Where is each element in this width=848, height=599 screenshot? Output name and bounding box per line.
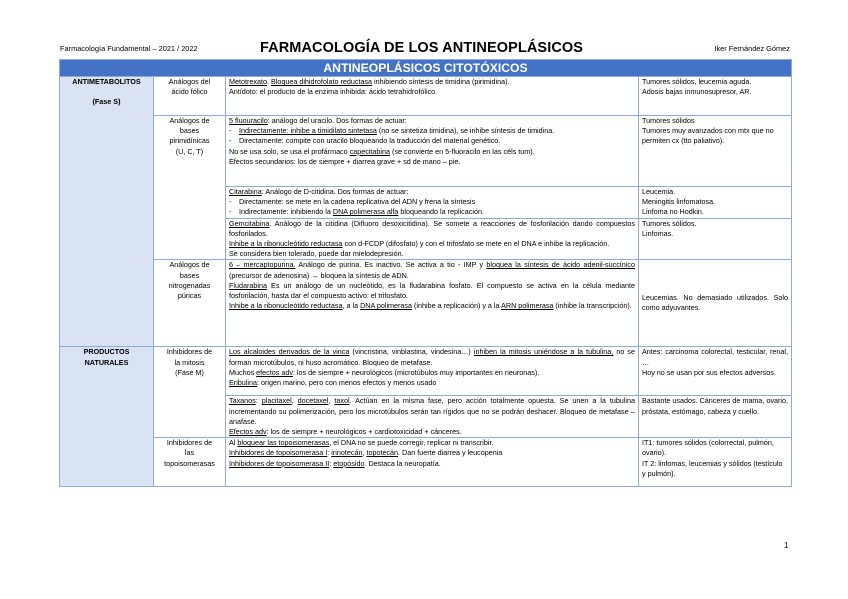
indication-cell: Tumores sólidos. Linfomas. [639,218,792,260]
description-cell: Metotrexato. Bloquea dihidrofolato reductasa inhibiendo síntesis de timidina (pirimidina). Antídoto: el producto de la enzima inhibida: ácido tetrahidrofólico. [226,77,639,116]
author-label: Iker Fernández Gómez [714,44,790,53]
category-antimetabolitos [60,77,154,347]
page-number: 1 [784,541,789,550]
description-cell: Los alcaloides derivados de la vinca (vincristina, vinblastina, vindesina…) inhiben la mitosis uniéndose a la tubulina, no se forman microtúbulos, ni huso acromático. Bloqueo de metafase. Muchos efectos adv: los de siempre + neurológicos (microtúbulos muy importantes en neuronas). Eribulina: origen marino, pero con menos efectos y menos usado [226,347,639,396]
category-name: ANTIMETABOLITOS [72,77,141,86]
indication-cell: Leucemias. No demasiado utilizados. Solo como adyuvantes. [639,260,792,347]
description-cell: Al bloquear las topoisomerasas, el DNA no se puede corregir, replicar ni transcribir. Inhibidores de topoisomerasa I: irinotecán, topotecán. Dan fuerte diarrea y leucopenia Inhibidores de topoisomerasa II: etopósido. Destaca la neuropatía. [226,438,639,487]
subgroup-pirimidinas: Análogos de bases pirimidínicas (U, C, T) [154,116,226,260]
description-cell: Citarabina: Análogo de D-citidina. Dos formas de actuar: - Directamente: se mete en la cadena replicativa del ADN y frena la síntesis - Indirectamente: inhibiendo la DNA polimerasa alfa bloqueando la replicación. [226,187,639,219]
description-cell: 5 fluouracilo: análogo del uracilo. Dos formas de actuar: - Indirectamente: inhibe a timidilato sintetasa (no se sintetiza timidina), se inhibe síntesis de timidina. - Directamente: compite con uracilo bloqueando la traducción del material genético. No se usa solo, se usa el profármaco capecitabina (se convierte en 5-fluoracilo en las céls tum). Efectos secundarios: los de siempre + diarrea grave + sd de mano – pie. [226,116,639,187]
indication-cell: Leucemia. Meningitis linfomatosa. Linfoma no Hodkin. [639,187,792,219]
description-cell: Taxanos: placitaxel, docetaxel, taxol. Actúan en la misma fase, pero acción totalmente opuesta. Se unen a la tubulina incrementando su polimerización, pero los microtúbulos serán tan rígidos que no se podrán deshacer. Bloqueo de metafase – anafase. Efectos adv: los de siempre + neurológicos + cardiotoxicidad + cánceres. [226,396,639,438]
page-header [60,40,790,56]
table-row [60,347,792,396]
indication-cell: Tumores sólidos Tumores muy avanzados con mtx que no permiten cx (tto paliativo). [639,116,792,187]
table-row [60,260,792,347]
description-cell: Gemcitabina. Análogo de la citidina (Difluoro desoxicitidina). Se somete a reacciones de fosforilación dando compuestos fosforilados. Inhibe a la ribonucleótido reductasa con d-FCDP (difosfato) y con el trifosfato se mete en el DNA e inhibe la replicación. Se considera bien tolerado, puede dar mielodepresión. [226,218,639,260]
subgroup-topoisomerasas: Inhibidores de las topoisomerasas [154,438,226,487]
subgroup-mitosis: Inhibidores de la mitosis (Fase M) [154,347,226,438]
description-cell: 6 – mercaptopurina. Análogo de purina. Es inactivo. Se activa a tio - IMP y bloquea la síntesis de ácido adenil-succínico (precursor de adenosina) → bloquea la síntesis de ADN. Fludarabina Es un análogo de un nucleótido, es la fludarabina fosfato. El compuesto se activa en la célula mediante fosforilación, hasta dar el compuesto activo: el trifosfato. Inhibe a la ribonucleótido reductasa, a la DNA polimerasa (inhibe a replicación) y a la ARN polimerasa (inhibe la transcripción). [226,260,639,347]
table-row [60,116,792,187]
category-phase: (Fase S) [92,97,121,107]
course-label: Farmacología Fundamental – 2021 / 2022 [60,44,198,53]
table-row [60,77,792,116]
category-productos-naturales: PRODUCTOS NATURALES [60,347,154,487]
table-row [60,438,792,487]
page-title: FARMACOLOGÍA DE LOS ANTINEOPLÁSICOS [260,40,584,56]
antineoplasicos-table [59,59,792,487]
subgroup-folico: Análogos del ácido fólico [154,77,226,116]
indication-cell: IT1: tumores sólidos (colorrectal, pulmón, ovario). IT 2: linfomas, leucemias y sólidos (testículo y pulmón). [639,438,792,487]
indication-cell: Tumores sólidos, leucemia aguda. Adosis bajas inmunosupresor, AR. [639,77,792,116]
indication-cell: Antes: carcinoma colorectal, testicular, renal, … Hoy no se usan por sus efectos adversos. [639,347,792,396]
table-banner: ANTINEOPLÁSICOS CITOTÓXICOS [60,60,792,77]
subgroup-purinas: Análogos de bases nitrogenadas púricas [154,260,226,347]
indication-cell: Bastante usados. Cánceres de mama, ovario, próstata, estómago, cabeza y cuello. [639,396,792,438]
